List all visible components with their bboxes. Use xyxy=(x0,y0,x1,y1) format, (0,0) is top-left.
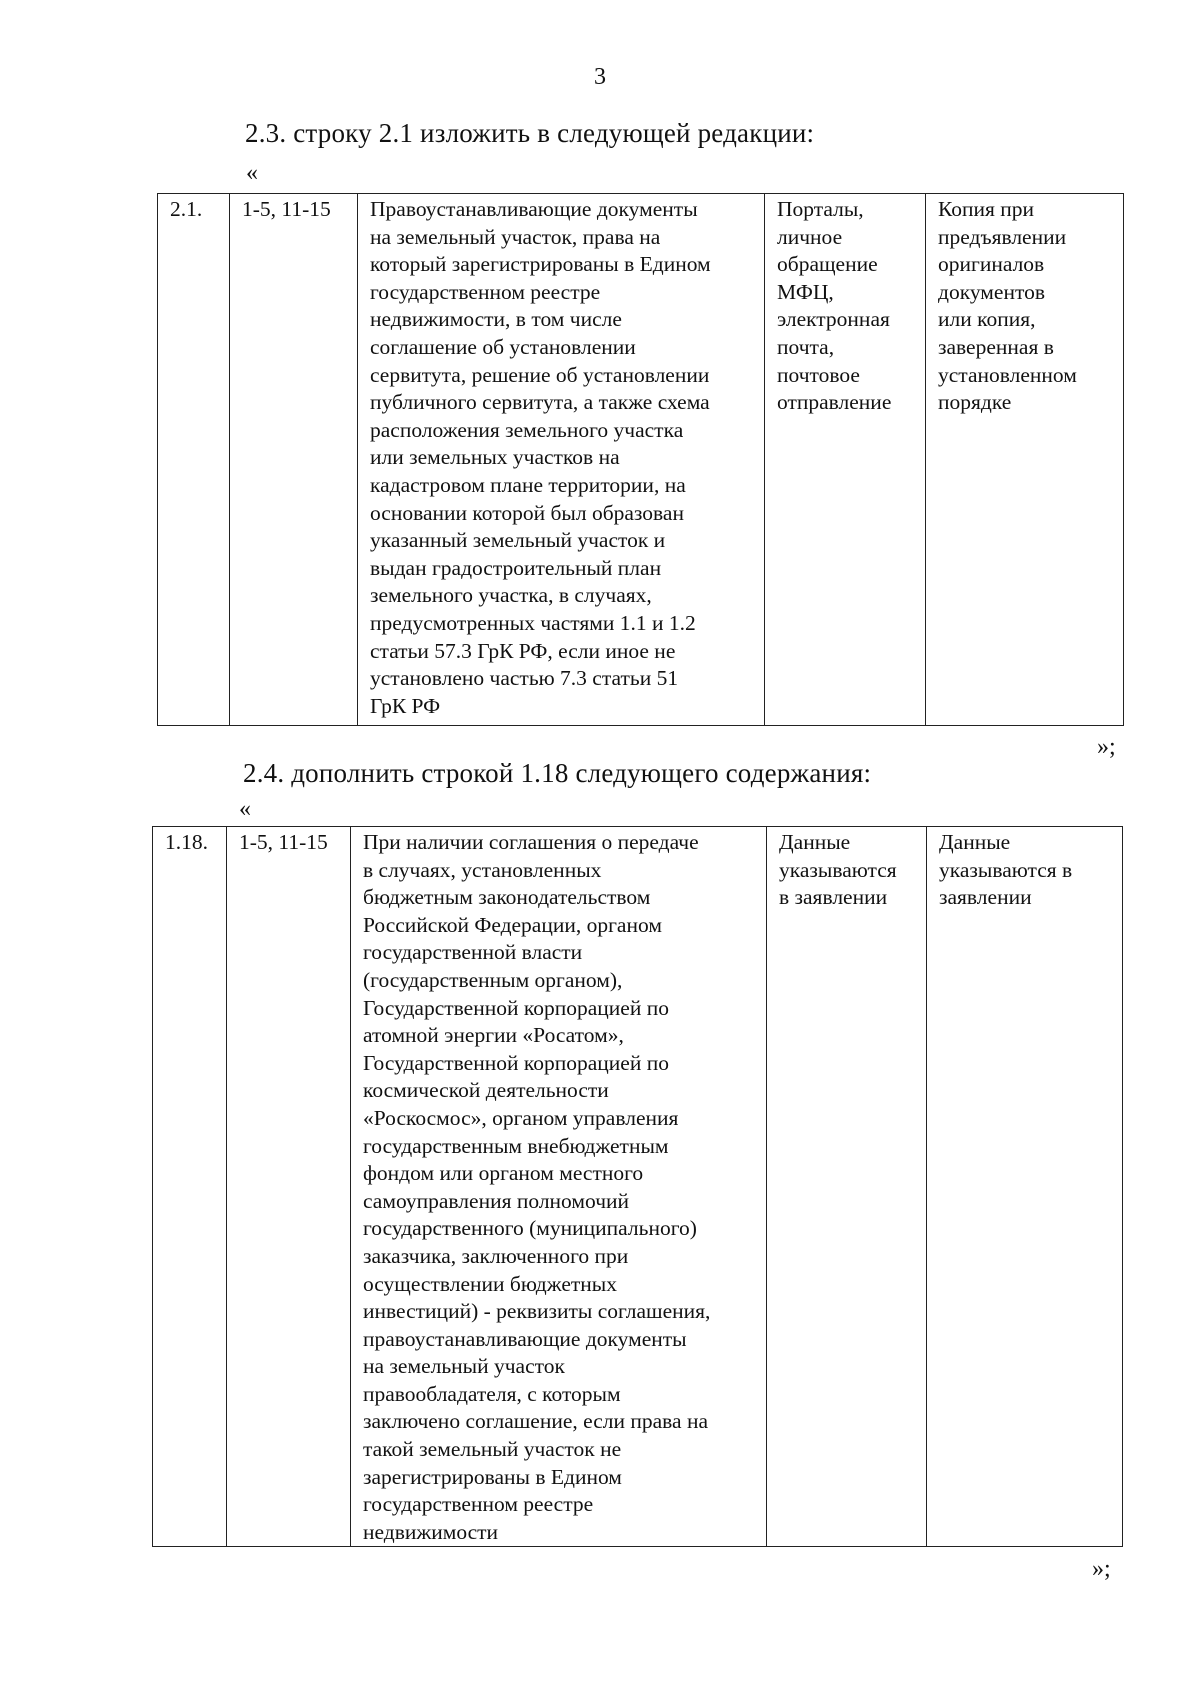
row-number: 1.18. xyxy=(153,827,227,1547)
row-submission-method: Порталы, личное обращение МФЦ, электронная почта, почтовое отправление xyxy=(765,194,926,726)
row-submission-method: Данные указываются в заявлении xyxy=(767,827,927,1547)
row-description: Правоустанавливающие документы на земельный участок, права на который зарегистрированы в Едином государственном реестре недвижимости, в том числе соглашение об установлении сервитута, решение об установлении публичного сервитута, а также схема расположения земельного участка или земельных участков на кадастровом плане территории, на основании которой был образован указанный земельный участок и выдан градостроительный план земельного участка, в случаях, предусмотренных частями 1.1 и 1.2 статьи 57.3 ГрК РФ, если иное не установлено частью 7.3 статьи 51 ГрК РФ xyxy=(358,194,765,726)
row-document-form: Копия при предъявлении оригиналов документов или копия, заверенная в установленном порядке xyxy=(926,194,1124,726)
page-number: 3 xyxy=(594,64,606,90)
row-description: При наличии соглашения о передаче в случаях, установленных бюджетным законодательством Российской Федерации, органом государственной власти (государственным органом), Государственной корпорацией по атомной энергии «Росатом», Государственной корпорацией по космической деятельности «Роскосмос», органом управления государственным внебюджетным фондом или органом местного самоуправления полномочий государственного (муниципального) заказчика, заключенного при осуществлении бюджетных инвестиций) - реквизиты соглашения, правоустанавливающие документы на земельный участок правообладателя, с которым заключено соглашение, если права на такой земельный участок не зарегистрированы в Едином государственном реестре недвижимости xyxy=(351,827,767,1547)
section-2-3-heading: 2.3. строку 2.1 изложить в следующей редакции: xyxy=(245,118,815,148)
section-2-4-quote-open: « xyxy=(239,796,251,822)
row-range: 1-5, 11-15 xyxy=(227,827,351,1547)
section-2-3-quote-open: « xyxy=(246,160,258,186)
table-row xyxy=(153,827,1123,1547)
section-2-4-quote-close: »; xyxy=(1092,1556,1111,1582)
section-2-4-heading: 2.4. дополнить строкой 1.18 следующего содержания: xyxy=(243,758,872,788)
section-2-3-table xyxy=(157,193,1124,726)
table-row xyxy=(158,194,1124,726)
row-document-form: Данные указываются в заявлении xyxy=(927,827,1123,1547)
section-2-4-table xyxy=(152,826,1123,1547)
row-range: 1-5, 11-15 xyxy=(230,194,358,726)
section-2-3-quote-close: »; xyxy=(1097,734,1116,760)
row-number: 2.1. xyxy=(158,194,230,726)
